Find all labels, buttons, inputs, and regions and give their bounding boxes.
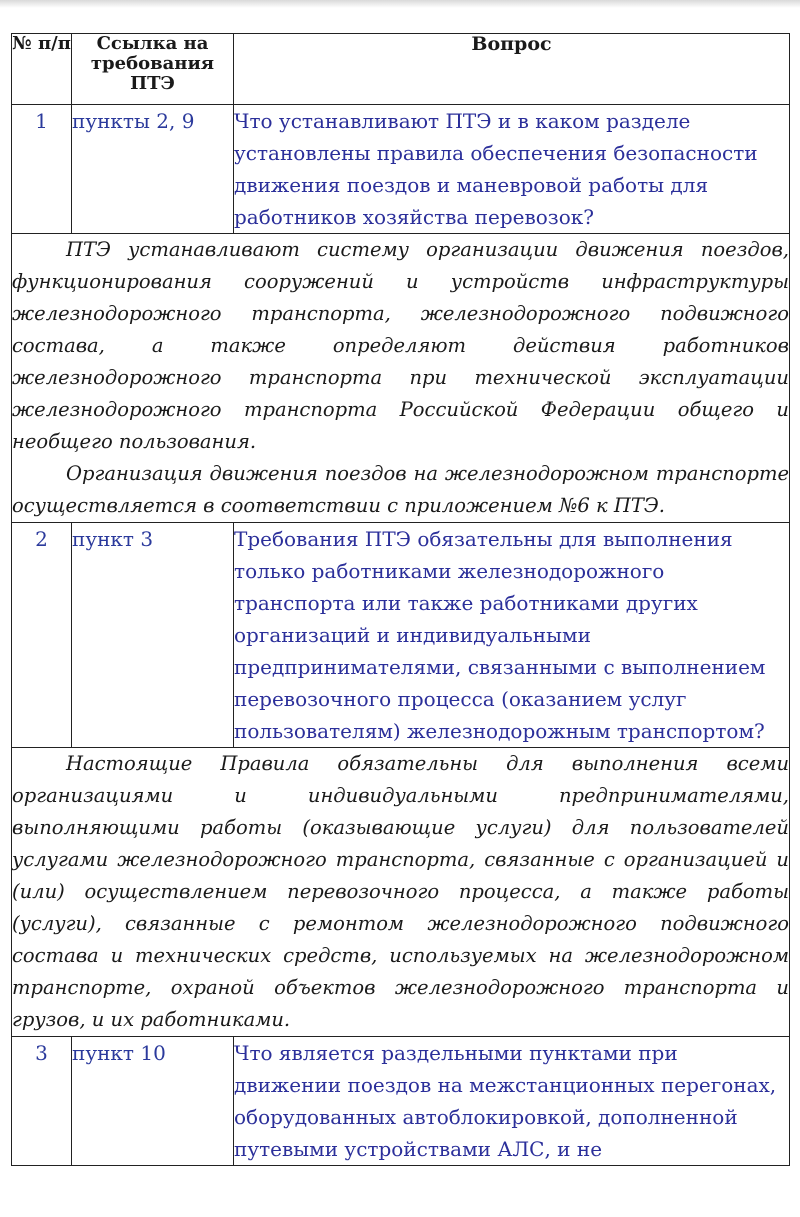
answer-paragraph: Настоящие Правила обязательны для выполнения всеми организациями и индивидуальными предпринимателями, выполняющими работы (оказывающие услуги) для пользователей услугами железнодорожного транспорта, связанные с организацией и (или) осуществлением перевозочного процесса, а также работы (услуги), связанные с ремонтом железнодорожного подвижного состава и технических средств, используемых на железнодорожном транспорте, охраной объектов железнодорожного транспорта и грузов, и их работниками. bbox=[12, 752, 789, 1031]
row-reference: пункт 10 bbox=[72, 1037, 234, 1166]
row-reference: пункт 3 bbox=[72, 523, 234, 748]
answer-row-2 bbox=[12, 748, 790, 1037]
row-number: 3 bbox=[12, 1037, 72, 1166]
questions-table bbox=[11, 33, 790, 1166]
row-question: Что является раздельными пунктами при движении поездов на межстанционных перегонах, оборудованных автоблокировкой, дополненной путевыми устройствами АЛС, и не bbox=[234, 1037, 790, 1166]
row-question: Что устанавливают ПТЭ и в каком разделе установлены правила обеспечения безопасности движения поездов и маневровой работы для работников хозяйства перевозок? bbox=[234, 105, 790, 234]
header-row bbox=[12, 34, 790, 105]
header-question: Вопрос bbox=[234, 34, 790, 105]
header-reference: Ссылка на требования ПТЭ bbox=[72, 34, 234, 105]
question-row-1 bbox=[12, 105, 790, 234]
row-question: Требования ПТЭ обязательны для выполнения только работниками железнодорожного транспорта или также работниками других организаций и индивидуальными предпринимателями, связанными с выполнением перевозочного процесса (оказанием услуг пользователям) железнодорожным транспортом? bbox=[234, 523, 790, 748]
question-row-3 bbox=[12, 1037, 790, 1166]
answer-row-1 bbox=[12, 234, 790, 523]
answer-cell bbox=[12, 748, 790, 1037]
header-number: № п/п bbox=[12, 34, 72, 105]
row-number: 2 bbox=[12, 523, 72, 748]
question-row-2 bbox=[12, 523, 790, 748]
answer-paragraph: Организация движения поездов на железнодорожном транспорте осуществляется в соответствии с приложением №6 к ПТЭ. bbox=[12, 462, 789, 517]
answer-paragraph: ПТЭ устанавливают систему организации движения поездов, функционирования сооружений и устройств инфраструктуры железнодорожного транспорта, железнодорожного подвижного состава, а также определяют действия работников железнодорожного транспорта при технической эксплуатации железнодорожного транспорта Российской Федерации общего и необщего пользования. bbox=[12, 238, 789, 453]
row-number: 1 bbox=[12, 105, 72, 234]
row-reference: пункты 2, 9 bbox=[72, 105, 234, 234]
top-edge-shadow bbox=[0, 0, 800, 8]
answer-cell bbox=[12, 234, 790, 523]
